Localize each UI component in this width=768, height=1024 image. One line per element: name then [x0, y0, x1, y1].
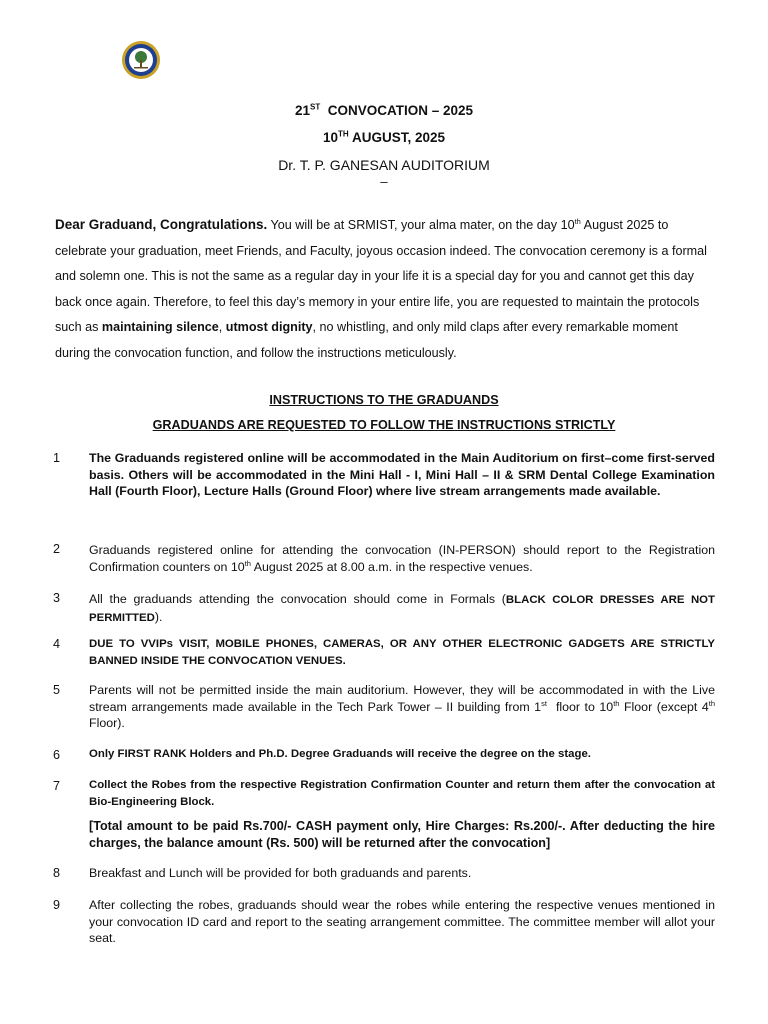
instruction-item-3: All the graduands attending the convocation should come in Formals (BLACK COLOR DRESSES ARE NOT PERMITTED).: [89, 592, 715, 624]
instruction-item-1: The Graduands registered online will be accommodated in the Main Auditorium on first–come first-served basis. Others will be accommodated in the Mini Hall - I, Mini Hall – II & SRM Dental College Examination Hall (Fourth Floor), Lecture Halls (Ground Floor) where live stream arrangements made available.: [89, 451, 715, 498]
item-number: 3: [53, 591, 61, 605]
item-number: 1: [53, 451, 61, 465]
institution-logo-icon: [121, 40, 161, 80]
convocation-date: 10TH AUGUST, 2025: [323, 129, 445, 145]
intro-paragraph: Dear Graduand, Congratulations. You will be at SRMIST, your alma mater, on the day 10th August 2025 to celebrate your graduation, meet Friends, and Faculty, joyous occasion indeed. The convocation ceremony is a formal and solemn one. This is not the same as a regular day in your life it is a special day for you and cannot get this day back once again. Therefore, to feel this day’s memory in your entire life, you are requested to maintain the protocols such as maintaining silence, utmost dignity, no whistling, and only mild claps after every remarkable moment during the convocation function, and follow the instructions meticulously.: [55, 216, 707, 360]
instruction-item-7: Collect the Robes from the respective Registration Confirmation Counter and return them after the convocation at Bio-Engineering Block.: [89, 779, 715, 808]
instruction-item-6: Only FIRST RANK Holders and Ph.D. Degree Graduands will receive the degree on the stage.: [89, 748, 591, 760]
instruction-item-9: After collecting the robes, graduands should wear the robes while entering the respective venues mentioned in your convocation ID card and report to the seating arrangement committee. The committee member will allot your seat.: [89, 898, 715, 945]
instruction-item-4: DUE TO VVIPs VISIT, MOBILE PHONES, CAMERAS, OR ANY OTHER ELECTRONIC GADGETS ARE STRICTLY BANNED INSIDE THE CONVOCATION VENUES.: [89, 638, 715, 667]
item-number: 9: [53, 898, 61, 912]
robe-payment-note: [Total amount to be paid Rs.700/- CASH payment only, Hire Charges: Rs.200/-. After deducting the hire charges, the balance amount (Rs. 500) will be returned after the convocation]: [89, 819, 715, 850]
convocation-venue: Dr. T. P. GANESAN AUDITORIUM: [278, 157, 490, 173]
item-number: 2: [53, 542, 61, 556]
convocation-title: 21ST CONVOCATION – 2025: [294, 102, 474, 118]
instruction-item-8: Breakfast and Lunch will be provided for both graduands and parents.: [89, 866, 472, 880]
item-number: 5: [53, 683, 61, 697]
item-number: 8: [53, 866, 61, 880]
item-number: 4: [53, 637, 61, 651]
instruction-item-2: Graduands registered online for attending the convocation (IN-PERSON) should report to the Registration Confirmation counters on 10th August 2025 at 8.00 a.m. in the respective venues.: [89, 543, 715, 574]
instructions-heading: INSTRUCTIONS TO THE GRADUANDS: [269, 393, 499, 407]
venue-dash: –: [380, 174, 388, 189]
item-number: 7: [53, 779, 61, 793]
instruction-item-5: Parents will not be permitted inside the main auditorium. However, they will be accommodated in with the Live stream arrangements made available in the Tech Park Tower – II building from 1st floor to 10th Floor (except 4th Floor).: [89, 683, 715, 730]
item-number: 6: [53, 748, 61, 762]
instructions-subheading: GRADUANDS ARE REQUESTED TO FOLLOW THE INSTRUCTIONS STRICTLY: [152, 418, 616, 432]
